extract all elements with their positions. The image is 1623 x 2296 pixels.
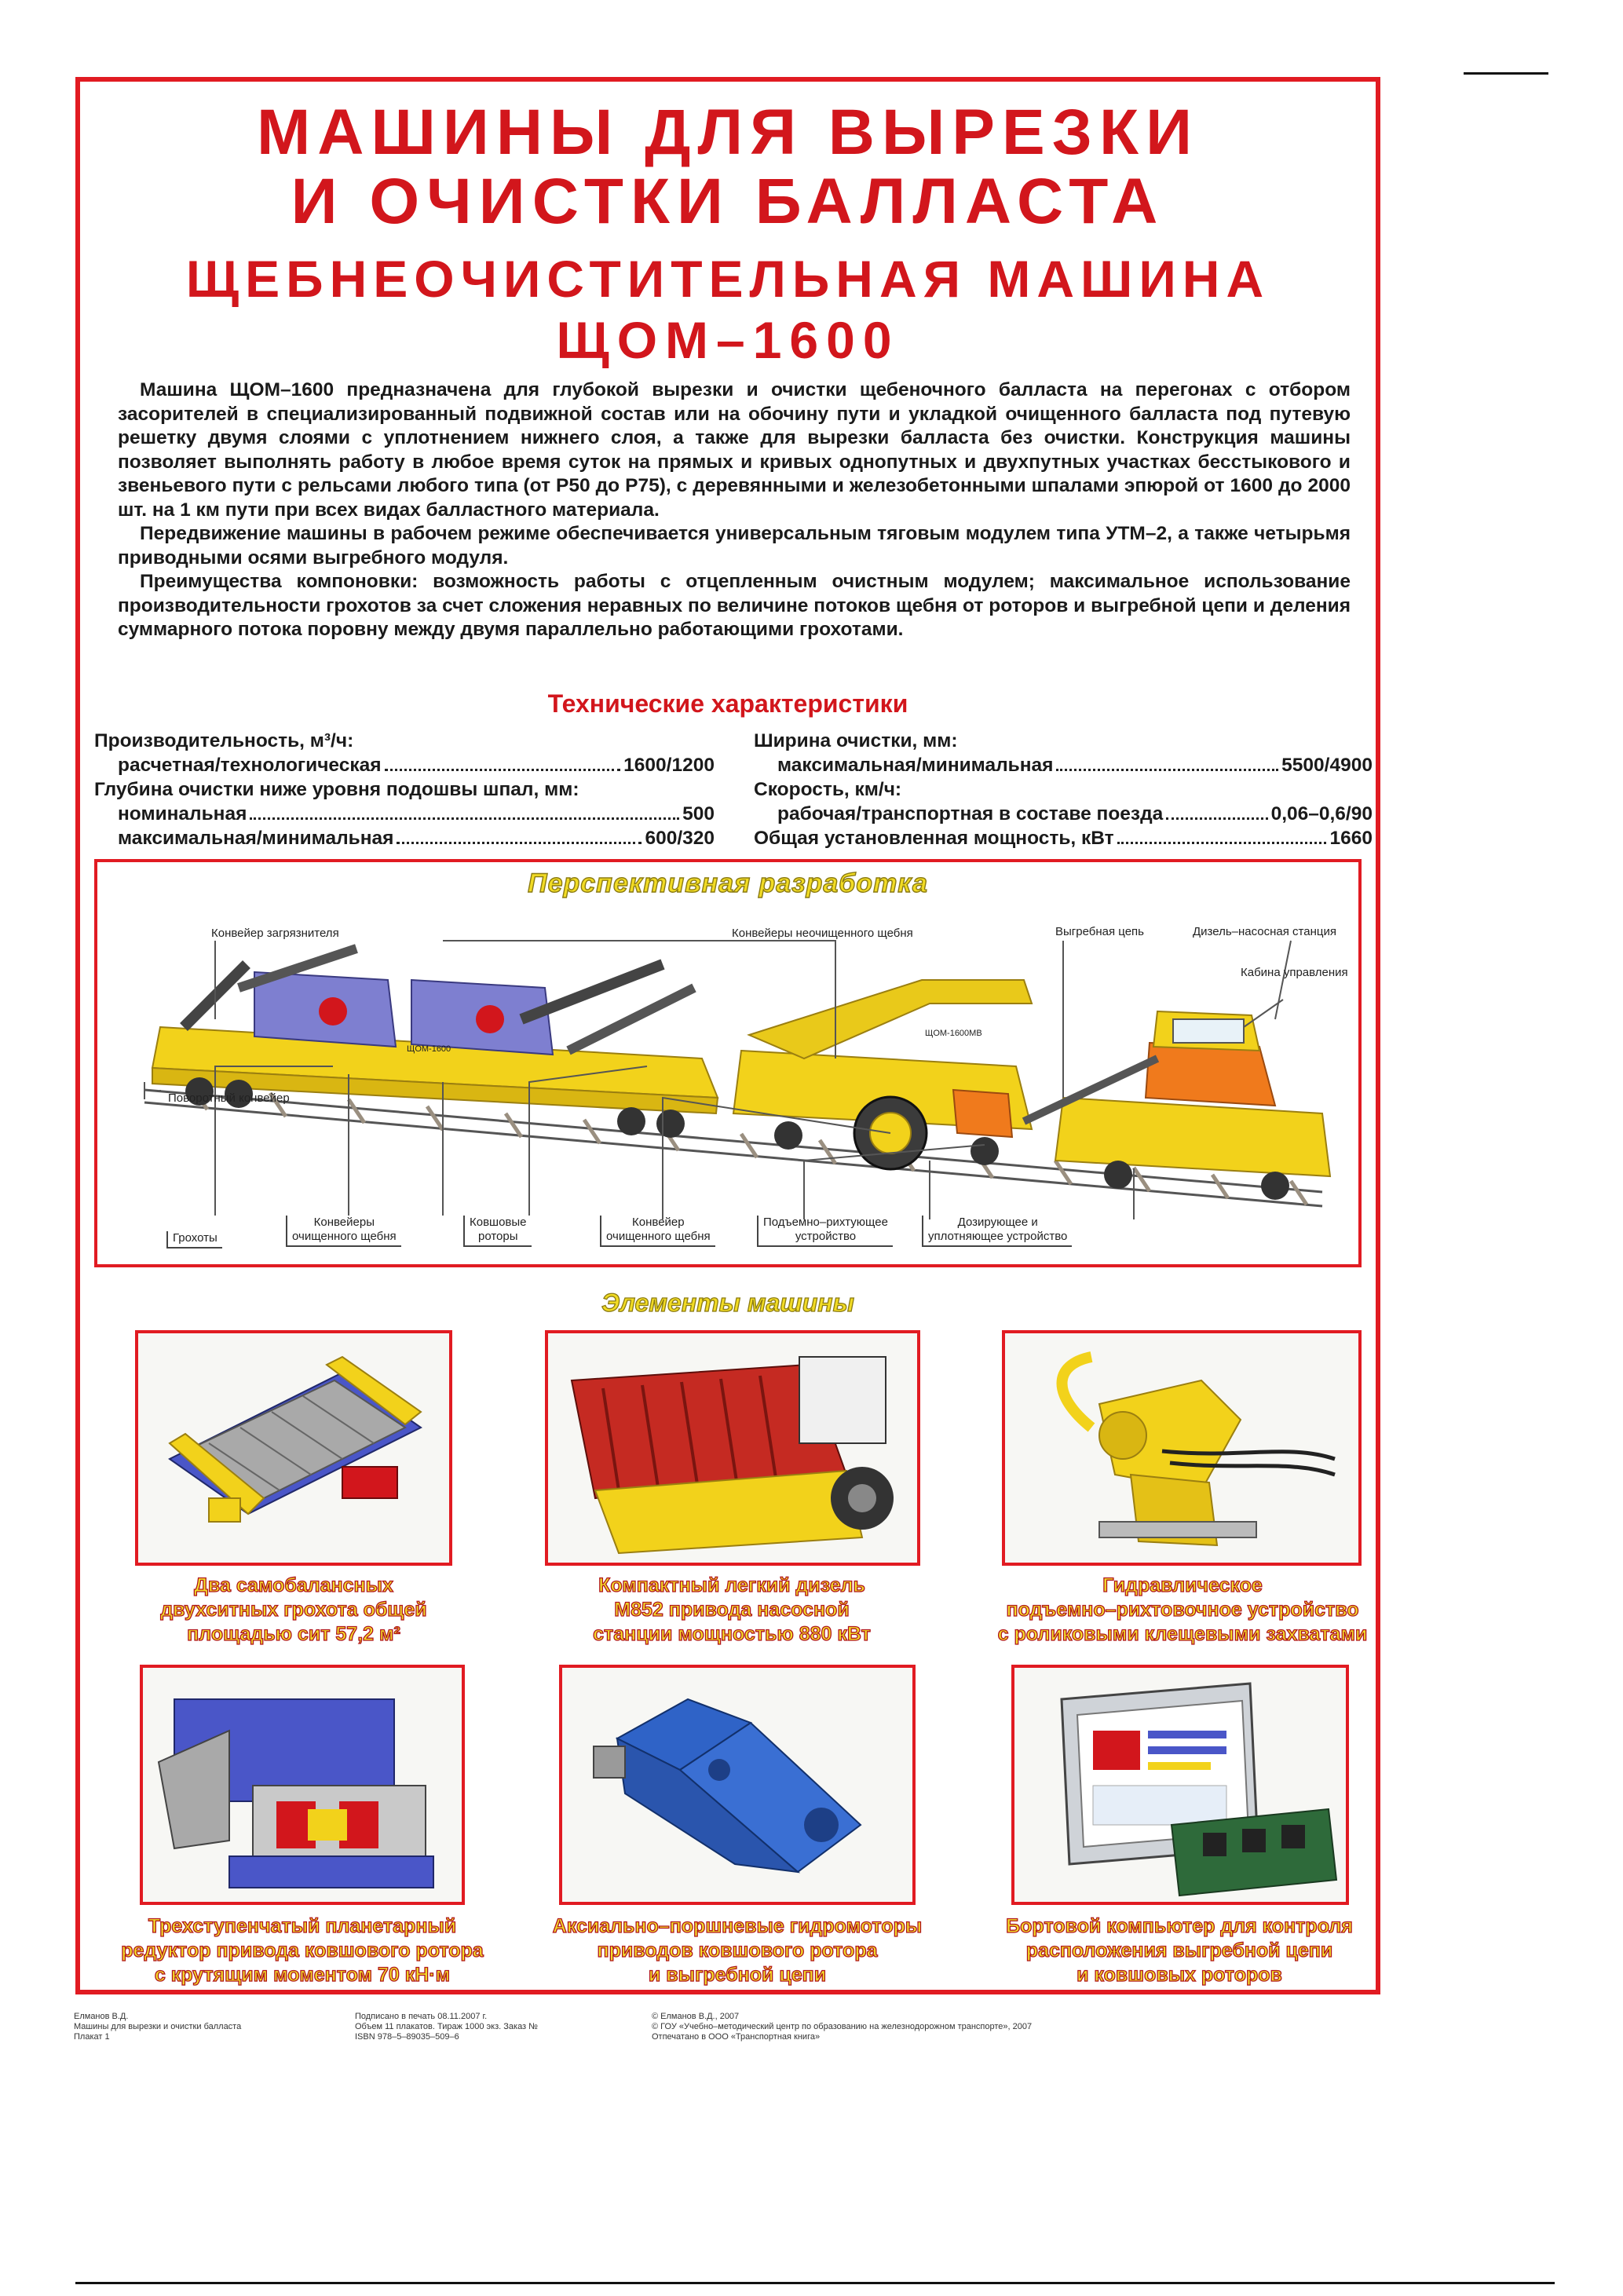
elements-title: Элементы машины bbox=[601, 1289, 854, 1317]
spec-heading: Скорость, км/ч: bbox=[754, 779, 902, 800]
label-cleaned-conveyors: Конвейеры очищенного щебня bbox=[286, 1216, 401, 1247]
spec-heading: Ширина очистки, мм: bbox=[754, 730, 958, 751]
element-caption: Компактный легкий дизель M852 привода насосной станции мощностью 880 кВт bbox=[593, 1574, 871, 1645]
element-card bbox=[559, 1665, 916, 1905]
diagram-title: Перспективная разработка bbox=[528, 868, 928, 898]
label-diesel-pump-station: Дизель–насосная станция bbox=[1193, 925, 1336, 938]
element-caption: Аксиально–поршневые гидромоторы приводов ковшового ротора и выгребной цепи bbox=[552, 1915, 923, 1986]
intro-paragraph: Преимущества компоновки: возможность работы с отцепленным очистным модулем; максимальное использование производительности грохотов за счет сложения неравных по величине потоков щебня от роторов и выгребной цепи и деления суммарного потока поровну между двумя параллельно работающими грохотами. bbox=[118, 571, 1351, 640]
hydromotor-illustration bbox=[562, 1668, 912, 1902]
spec-heading: Производительность, м³/ч: bbox=[94, 730, 354, 751]
label-dosing-device: Дозирующее и уплотняющее устройство bbox=[922, 1216, 1072, 1247]
spec-row: номинальная 500 bbox=[118, 803, 715, 824]
machine-diagram bbox=[94, 859, 1362, 1267]
spec-row: расчетная/технологическая 1600/1200 bbox=[118, 755, 715, 776]
specs-left-column bbox=[94, 729, 715, 850]
spec-heading: Глубина очистки ниже уровня подошвы шпал, мм: bbox=[94, 779, 579, 800]
label-swivel-conveyor: Поворотный конвейер bbox=[168, 1091, 290, 1105]
label-uncleaned-conveyors: Конвейеры неочищенного щебня bbox=[732, 927, 913, 940]
computer-illustration bbox=[1014, 1668, 1346, 1902]
cleaning-module bbox=[152, 949, 718, 1138]
element-card bbox=[135, 1330, 452, 1566]
title-line-1: МАШИНЫ ДЛЯ ВЫРЕЗКИ bbox=[256, 97, 1200, 168]
element-card bbox=[140, 1665, 465, 1905]
specs-title: Технические характеристики bbox=[547, 689, 908, 718]
label-control-cabin: Кабина управления bbox=[1241, 966, 1348, 979]
element-caption: Гидравлическое подъемно–рихтовочное устройство с роликовыми клещевыми захватами bbox=[997, 1574, 1368, 1645]
lifting-device-illustration bbox=[1005, 1333, 1358, 1563]
element-card bbox=[1011, 1665, 1349, 1905]
gearbox-illustration bbox=[143, 1668, 462, 1902]
element-caption: Два самобалансных двухситных грохота общей площадью сит 57,2 м² bbox=[160, 1574, 427, 1645]
spec-row: максимальная/минимальная 5500/4900 bbox=[777, 755, 1373, 776]
spec-row: рабочая/транспортная в составе поезда 0,06–0,6/90 bbox=[777, 803, 1373, 824]
footer-author: Елманов В.Д. Машины для вырезки и очистки балласта Плакат 1 bbox=[74, 2012, 242, 2042]
element-card bbox=[1002, 1330, 1362, 1566]
intro-text bbox=[118, 378, 1351, 642]
machine-plate-2: ЩОМ-1600МВ bbox=[925, 1029, 982, 1038]
spec-row: Общая установленная мощность, кВт 1660 bbox=[754, 828, 1373, 849]
poster-frame bbox=[75, 77, 1380, 1994]
subtitle-line-2: ЩОМ–1600 bbox=[556, 311, 900, 369]
bottom-rule bbox=[75, 2282, 1555, 2284]
intro-paragraph: Передвижение машины в рабочем режиме обеспечивается универсальным тяговым модулем типа УТМ–2, а также четырьмя приводными осями выгребного модуля. bbox=[118, 523, 1351, 569]
excavating-module bbox=[733, 980, 1032, 1169]
intro-paragraph: Машина ЩОМ–1600 предназначена для глубокой вырезки и очистки щебеночного балласта на перегонах с отбором засорителей в специализированный подвижной состав или на обочину пути и укладкой очищенного балласта под путевую решетку двумя слоями с уплотнением нижнего слоя, а также для вырезки балласта без очистки. Конструкция машины позволяет выполнять работу в любое время суток на прямых и кривых однопутных и двухпутных участках бесстыкового и звеньевого пути с рельсами любого типа (от Р50 до Р75), с деревянными и железобетонными шпалами эпюрой от 1600 до 2000 шт. на 1 км пути при всех видах балластного материала. bbox=[118, 379, 1351, 521]
screen-illustration bbox=[138, 1333, 449, 1563]
label-lift-align-device: Подъемно–рихтующее устройство bbox=[757, 1216, 893, 1247]
footer-publication: Подписано в печать 08.11.2007 г. Объем 11 плакатов. Тираж 1000 экз. Заказ № ISBN 978–5–89035–509–6 bbox=[355, 2012, 538, 2042]
spec-row: максимальная/минимальная 600/320 bbox=[118, 828, 715, 849]
element-caption: Бортовой компьютер для контроля расположения выгребной цепи и ковшовых роторов bbox=[1006, 1915, 1353, 1986]
specs-right-column bbox=[754, 729, 1373, 850]
machine-plate-1: ЩОМ-1600 bbox=[407, 1044, 451, 1054]
label-screens: Грохоты bbox=[166, 1231, 222, 1249]
label-bucket-rotors: Ковшовые роторы bbox=[463, 1216, 532, 1247]
label-excavating-chain: Выгребная цепь bbox=[1055, 925, 1144, 938]
label-contaminant-conveyor: Конвейер загрязнителя bbox=[211, 927, 339, 940]
top-rule bbox=[1464, 72, 1548, 75]
label-cleaned-conveyor: Конвейер очищенного щебня bbox=[600, 1216, 715, 1247]
title-line-2: И ОЧИСТКИ БАЛЛАСТА bbox=[291, 166, 1165, 237]
traction-module bbox=[1024, 1011, 1330, 1200]
element-caption: Трехступенчатый планетарный редуктор привода ковшового ротора с крутящим моментом 70 кН·м bbox=[121, 1915, 484, 1986]
diesel-engine-illustration bbox=[548, 1333, 917, 1563]
subtitle-line-1: ЩЕБНЕОЧИСТИТЕЛЬНАЯ МАШИНА bbox=[185, 250, 1270, 308]
machine-illustration bbox=[97, 862, 1358, 1264]
element-card bbox=[545, 1330, 920, 1566]
footer-copyright: © Елманов В.Д., 2007 © ГОУ «Учебно–методический центр по образованию на железнодорожном транспорте», 2007 Отпечатано в ООО «Транспортная книга» bbox=[652, 2012, 1033, 2042]
